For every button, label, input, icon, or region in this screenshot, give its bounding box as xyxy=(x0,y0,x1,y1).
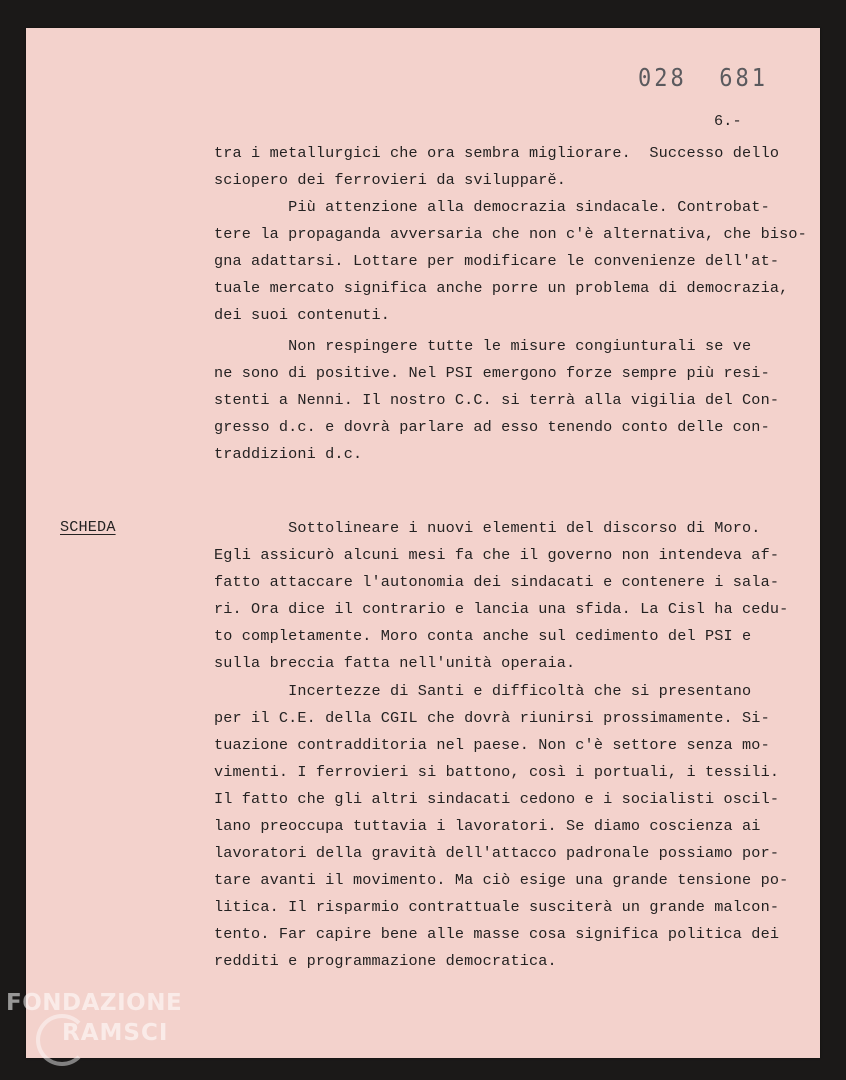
page-number: 6.- xyxy=(714,112,742,130)
text-line: Il fatto che gli altri sindacati cedono e i socialisti oscil- xyxy=(214,790,780,808)
watermark-line-2: RAMSCI xyxy=(62,1020,169,1046)
text-line: dei suoi contenuti. xyxy=(214,306,391,324)
text-line: vimenti. I ferrovieri si battono, così i portuali, i tessili. xyxy=(214,763,780,781)
text-line: gna adattarsi. Lottare per modificare le convenienze dell'at- xyxy=(214,252,780,270)
text-line: litica. Il risparmio contrattuale susciterà un grande malcon- xyxy=(214,898,780,916)
text-line: lano preoccupa tuttavia i lavoratori. Se diamo coscienza ai xyxy=(214,817,761,835)
margin-label-scheda: SCHEDA xyxy=(60,518,116,536)
text-line: to completamente. Moro conta anche sul cedimento del PSI e xyxy=(214,627,752,645)
foundation-watermark xyxy=(6,988,182,1048)
text-line: tuazione contradditoria nel paese. Non c'è settore senza mo- xyxy=(214,736,770,754)
text-line: tare avanti il movimento. Ma ciò esige una grande tensione po- xyxy=(214,871,789,889)
text-line: tuale mercato significa anche porre un problema di democrazia, xyxy=(214,279,789,297)
text-line: per il C.E. della CGIL che dovrà riunirsi prossimamente. Si- xyxy=(214,709,770,727)
text-line: tra i metallurgici che ora sembra migliorare. Successo dello xyxy=(214,144,780,162)
document-page xyxy=(26,28,820,1058)
archive-stamp-number: 028 681 xyxy=(638,64,768,93)
text-line: stenti a Nenni. Il nostro C.C. si terrà alla vigilia del Con- xyxy=(214,391,780,409)
text-line: ri. Ora dice il contrario e lancia una sfida. La Cisl ha cedu- xyxy=(214,600,789,618)
text-line: tere la propaganda avversaria che non c'è alternativa, che biso- xyxy=(214,225,807,243)
text-line: sulla breccia fatta nell'unità operaia. xyxy=(214,654,576,672)
text-line: Sottolineare i nuovi elementi del discorso di Moro. xyxy=(214,519,761,537)
text-line: redditi e programmazione democratica. xyxy=(214,952,557,970)
text-line: Più attenzione alla democrazia sindacale. Controbat- xyxy=(214,198,770,216)
text-line: Egli assicurò alcuni mesi fa che il governo non intendeva af- xyxy=(214,546,780,564)
text-line: Incertezze di Santi e difficoltà che si presentano xyxy=(214,682,752,700)
text-line: Non respingere tutte le misure congiunturali se ve xyxy=(214,337,752,355)
text-line: gresso d.c. e dovrà parlare ad esso tenendo conto delle con- xyxy=(214,418,770,436)
watermark-line-1: FONDAZIONE xyxy=(6,990,183,1016)
text-line: fatto attaccare l'autonomia dei sindacati e contenere i sala- xyxy=(214,573,780,591)
text-line: ne sono di positive. Nel PSI emergono forze sempre più resi- xyxy=(214,364,770,382)
text-line: lavoratori della gravità dell'attacco padronale possiamo por- xyxy=(214,844,780,862)
text-line: sciopero dei ferrovieri da svilupparĕ. xyxy=(214,171,567,189)
text-line: traddizioni d.c. xyxy=(214,445,363,463)
text-line: tento. Far capire bene alle masse cosa significa politica dei xyxy=(214,925,780,943)
